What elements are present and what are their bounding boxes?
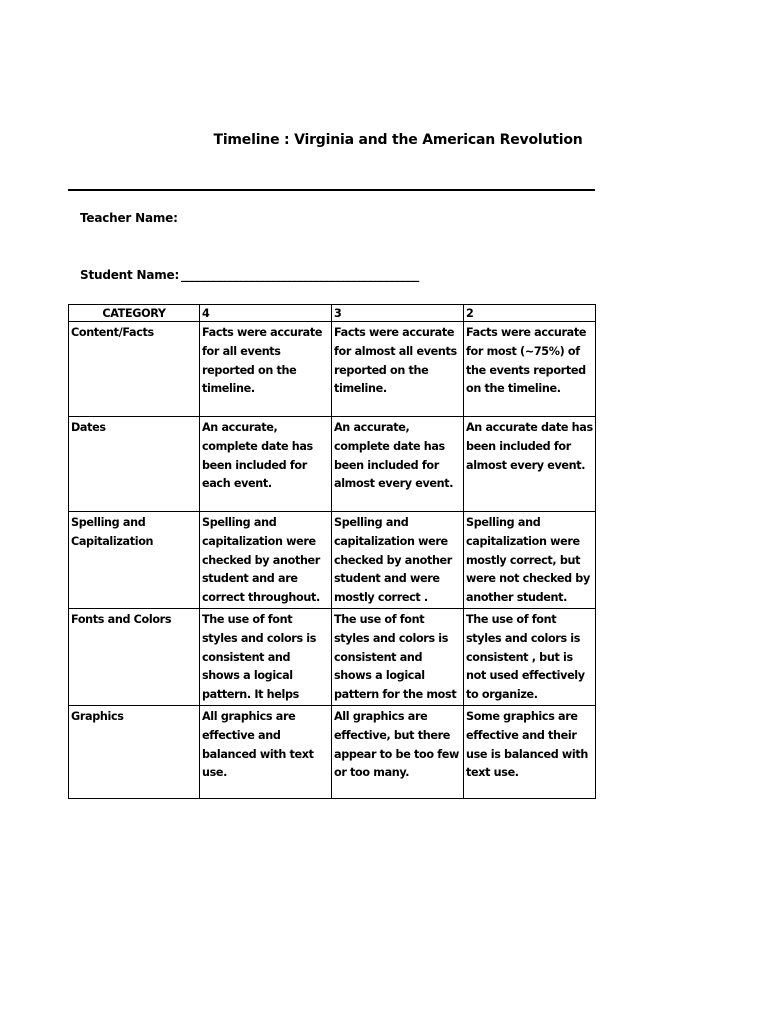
criterion-text: All graphics are effective and balanced with text use. xyxy=(202,709,314,780)
table-row xyxy=(69,322,596,417)
criterion-text: Some graphics are effective and their use is balanced with text use. xyxy=(466,709,589,780)
criterion-cell xyxy=(464,322,596,417)
teacher-name-label: Teacher Name: xyxy=(80,211,178,225)
criterion-cell xyxy=(200,705,332,798)
criterion-text: The use of font styles and colors is consistent , but is not used effectively to organize. xyxy=(466,612,585,702)
rubric-table xyxy=(68,304,596,799)
criterion-text: All graphics are effective, but there appear to be too few or too many. xyxy=(334,709,459,780)
title-divider xyxy=(68,189,595,191)
category-spelling-capitalization: Spelling and Capitalization xyxy=(69,512,200,609)
header-score-4: 4 xyxy=(200,305,332,322)
header-score-2: 2 xyxy=(464,305,596,322)
criterion-cell xyxy=(332,705,464,798)
criterion-cell xyxy=(332,512,464,609)
criterion-cell xyxy=(200,322,332,417)
criterion-cell xyxy=(332,322,464,417)
table-row xyxy=(69,512,596,609)
category-fonts-colors: Fonts and Colors xyxy=(69,608,200,705)
criterion-cell xyxy=(200,417,332,512)
criterion-text: Spelling and capitalization were checked by another student and were mostly correct . xyxy=(334,516,452,605)
criterion-text: An accurate, complete date has been included for each event. xyxy=(202,421,313,491)
table-row xyxy=(69,417,596,512)
criterion-cell xyxy=(464,512,596,609)
criterion-cell xyxy=(200,608,332,705)
category-content-facts: Content/Facts xyxy=(69,322,200,417)
criterion-text: The use of font styles and colors is consistent and shows a logical pattern. It helps xyxy=(202,612,317,702)
criterion-text: An accurate date has been included for almost every event. xyxy=(466,421,593,472)
criterion-text: An accurate, complete date has been included for almost every event. xyxy=(334,421,454,491)
student-name-blank: ____________________________________________ xyxy=(181,268,419,282)
criterion-text: Spelling and capitalization were mostly correct, but were not checked by another student. xyxy=(466,516,590,605)
category-dates: Dates xyxy=(69,417,200,512)
table-row xyxy=(69,608,596,705)
header-score-3: 3 xyxy=(332,305,464,322)
criterion-text: Facts were accurate for almost all events reported on the timeline. xyxy=(334,326,457,396)
criterion-cell xyxy=(332,608,464,705)
criterion-cell xyxy=(464,608,596,705)
document-title: Timeline : Virginia and the American Revolution xyxy=(213,132,583,148)
criterion-text: Spelling and capitalization were checked by another student and are correct throughout. xyxy=(202,516,320,605)
criterion-text: Facts were accurate for most (~75%) of the events reported on the timeline. xyxy=(466,326,587,396)
criterion-text: The use of font styles and colors is consistent and shows a logical pattern for the most xyxy=(334,612,457,702)
criterion-cell xyxy=(464,705,596,798)
student-name-label: Student Name: xyxy=(80,268,180,282)
rubric-header-row xyxy=(69,305,596,322)
criterion-cell xyxy=(200,512,332,609)
criterion-cell xyxy=(464,417,596,512)
table-row xyxy=(69,705,596,798)
criterion-cell xyxy=(332,417,464,512)
category-graphics: Graphics xyxy=(69,705,200,798)
criterion-text: Facts were accurate for all events reported on the timeline. xyxy=(202,326,323,396)
header-category: CATEGORY xyxy=(69,305,200,322)
